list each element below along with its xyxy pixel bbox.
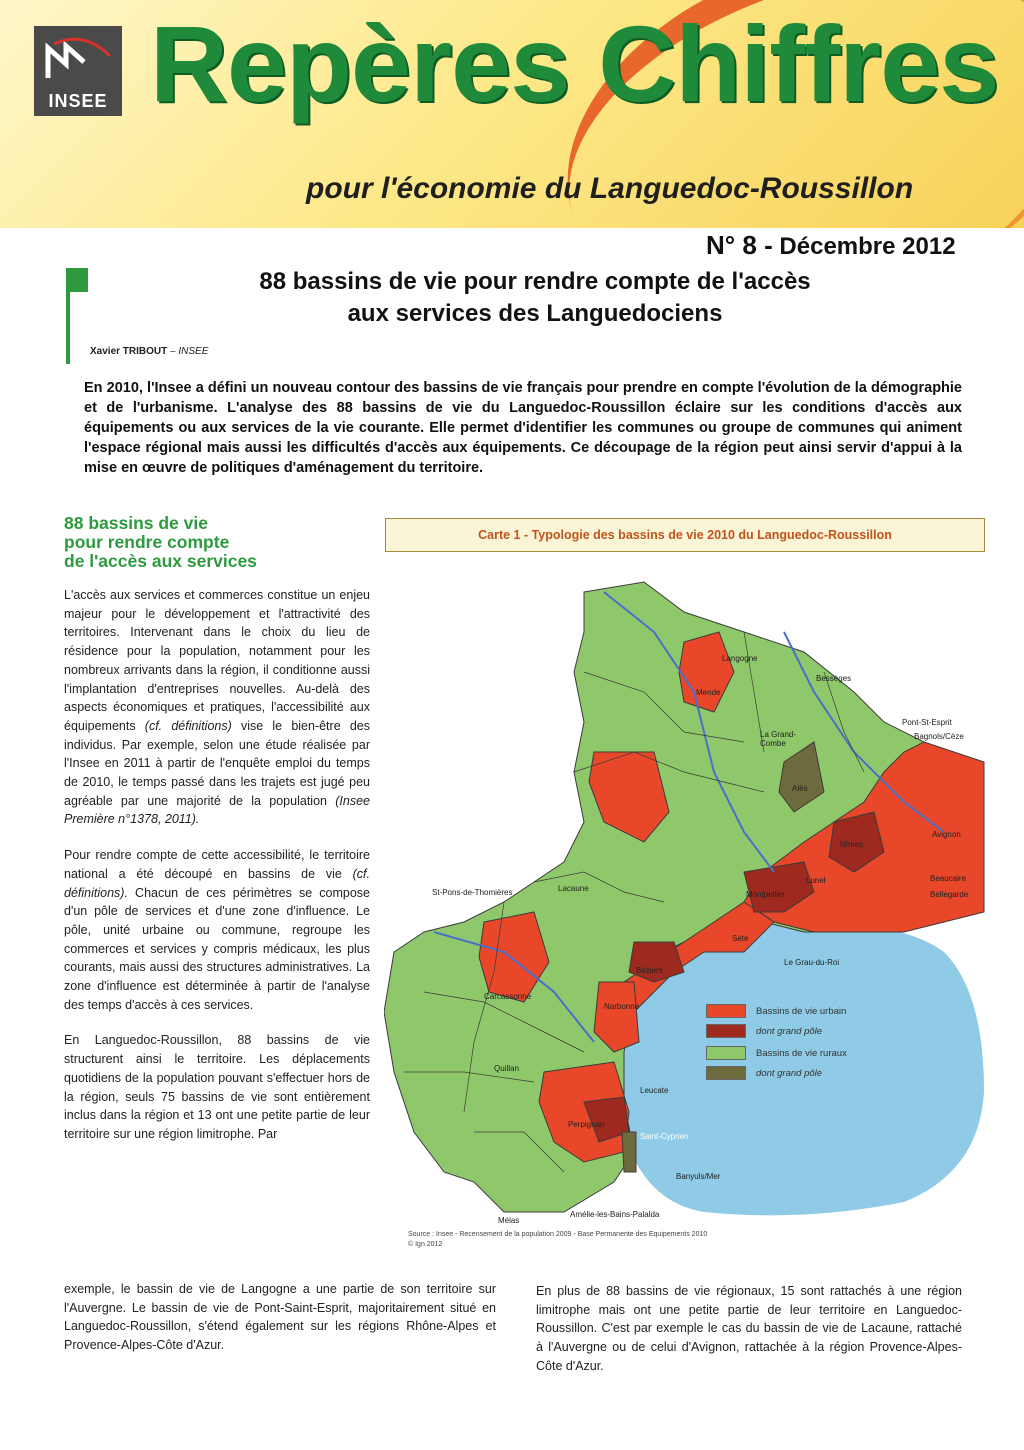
paragraph-2-text-b: Chacun de ces périmètres se compose d'un pôle de services et d'une zone d'influence. Le pôle, unité urbaine ou commune, regroupe les commerces et services y compris médicaux, les plus courants, mais aussi des structures administratives. La zone d'influence est déterminée à partir de l'analyse des temps d'accès à ces services. bbox=[64, 885, 370, 1012]
insee-premiere-citation: (Insee Première n°1378, 2011). bbox=[64, 793, 370, 827]
town-label: Bagnols/Cèze bbox=[914, 732, 964, 741]
town-label: Béziers bbox=[636, 966, 663, 975]
town-label: Mélas bbox=[498, 1216, 520, 1225]
legend-label: Bassins de vie urbain bbox=[756, 1005, 847, 1017]
section-heading-line-3: de l'accès aux services bbox=[64, 551, 257, 571]
legend-label: Bassins de vie ruraux bbox=[756, 1047, 847, 1059]
town-label: Langogne bbox=[722, 654, 758, 663]
logo-text: INSEE bbox=[48, 91, 108, 111]
town-label: St-Pons-de-Thomières bbox=[432, 888, 513, 897]
town-label: Lacaune bbox=[558, 884, 589, 893]
town-label: Amélie-les-Bains-Palalda bbox=[570, 1210, 660, 1219]
town-label: Alès bbox=[792, 784, 808, 793]
saint-cyprien-pole bbox=[622, 1132, 636, 1172]
headline-line-2: aux services des Languedociens bbox=[347, 300, 723, 327]
town-label: Bessèges bbox=[816, 674, 852, 683]
issue-line bbox=[706, 230, 956, 261]
town-label: Sète bbox=[732, 934, 749, 943]
legend-item-urban bbox=[706, 1004, 846, 1018]
paragraph-1-text-a: L'accès aux services et commerces constitue un enjeu majeur pour le développement et l'attractivité des territoires. Intervenant dans le choix du lieu de résidence pour la population, notamment pour les nombreux arrivants dans la région, il conditionne aussi l'implantation d'entreprises nouvelles. Au-delà des aspects économiques et pratiques, l'accessibilité aux équipements bbox=[64, 588, 370, 733]
town-label: Leucate bbox=[640, 1086, 669, 1095]
paragraph-3-start: En Languedoc-Roussillon, 88 bassins de vie structurent ainsi le territoire. Les déplacements quotidiens de la population pouvant s'effectuer hors de la région, seuls 75 bassins de vie sont entièrement inclus dans la région et 13 ont une petite partie de leur territoire sur une région limitrophe. Par bbox=[64, 1033, 370, 1141]
legend-item-urban-pole bbox=[706, 1024, 822, 1038]
town-label: Banyuls/Mer bbox=[676, 1172, 721, 1181]
legend-swatch bbox=[706, 1046, 746, 1060]
legend-label: dont grand pôle bbox=[756, 1067, 823, 1079]
region-map bbox=[384, 572, 988, 1222]
legend-item-rural-pole bbox=[706, 1066, 822, 1080]
town-label: Carcassonne bbox=[484, 992, 532, 1001]
town-label: Quillan bbox=[494, 1064, 519, 1073]
left-column bbox=[64, 586, 370, 1161]
legend-label: dont grand pôle bbox=[756, 1025, 823, 1037]
legend-swatch bbox=[706, 1004, 746, 1018]
issue-number: N° 8 - bbox=[706, 230, 773, 260]
town-label: Narbonne bbox=[604, 1002, 640, 1011]
issue-date: Décembre 2012 bbox=[779, 233, 956, 260]
town-label: Beaucaire bbox=[930, 874, 967, 883]
town-label: Bellegarde bbox=[930, 890, 969, 899]
publication-subtitle: pour l'économie du Languedoc-Roussillon bbox=[306, 172, 914, 205]
paragraph-2-text-a: Pour rendre compte de cette accessibilité, le territoire national a été découpé en bassins de vie bbox=[64, 848, 370, 881]
town-label: Montpellier bbox=[746, 890, 786, 899]
map-title: Carte 1 - Typologie des bassins de vie 2010 du Languedoc-Roussillon bbox=[385, 518, 985, 552]
author-line bbox=[90, 346, 208, 357]
legend-swatch bbox=[706, 1066, 746, 1080]
author-org: – INSEE bbox=[170, 346, 209, 357]
paragraph-1-text-b: vise le bien-être des individus. Par exemple, selon une étude réalisée par l'Insee en 2011 à partir de l'enquête emploi du temps de 2010, le temps passé dans les trajets est jugé peu agréable par une majorité de la population bbox=[64, 718, 370, 808]
masthead-banner bbox=[0, 0, 1024, 228]
town-label: Perpignan bbox=[568, 1120, 605, 1129]
lead-paragraph: En 2010, l'Insee a défini un nouveau contour des bassins de vie français pour prendre en compte l'évolution de la démographie et de l'urbanisme. L'analyse des 88 bassins de vie du Languedoc-Roussillon éclaire sur les conditions d'accès aux équipements ou aux services de la vie courante. Elle permet d'identifier les communes ou groupe de communes qui animent l'espace régional mais aussi les difficultés d'accès aux équipements. Ce découpage de la région peut ainsi servir d'appui à la mise en œuvre de politiques d'aménagement du territoire. bbox=[84, 380, 962, 476]
author-name: Xavier TRIBOUT bbox=[90, 346, 168, 357]
map-source-line-1: Source : Insee - Recensement de la population 2009 - Base Permanente des Equipements 2010 bbox=[408, 1231, 708, 1238]
town-label: Avignon bbox=[932, 830, 961, 839]
headline-accent-flag bbox=[66, 268, 88, 292]
town-label: Nîmes bbox=[840, 840, 864, 849]
insee-logo bbox=[34, 26, 122, 116]
town-label: Le Grau-du-Roi bbox=[784, 958, 840, 967]
insee-logo-mark-icon bbox=[44, 34, 112, 84]
section-heading bbox=[64, 514, 364, 571]
headline-line-1: 88 bassins de vie pour rendre compte de l'accès bbox=[259, 268, 811, 295]
definitions-reference: (cf. définitions). bbox=[64, 866, 370, 900]
map-source-line-2: © Ign 2012 bbox=[408, 1241, 443, 1248]
paragraph-2 bbox=[64, 846, 370, 1014]
town-label: Lunel bbox=[806, 876, 826, 885]
town-label: Pont-St-Esprit bbox=[902, 718, 952, 727]
town-label: La Grand-Combe bbox=[760, 730, 797, 748]
section-heading-line-2: pour rendre compte bbox=[64, 532, 230, 552]
paragraph-4: En plus de 88 bassins de vie régionaux, 15 sont rattachés à une région limitrophe mais ont une petite partie de leur territoire en Languedoc-Roussillon. C'est par exemple le cas du bassin de vie de Lacaune, rattaché à l'Auvergne ou de celui d'Avignon, rattachée à la région Provence-Alpes-Côte d'Azur. bbox=[536, 1284, 962, 1373]
paragraph-1 bbox=[64, 586, 370, 829]
legend-item-rural bbox=[706, 1046, 847, 1060]
map-source bbox=[408, 1230, 868, 1250]
map-figure bbox=[384, 572, 988, 1225]
town-label: Mende bbox=[696, 688, 721, 697]
section-heading-line-1: 88 bassins de vie bbox=[64, 513, 208, 533]
paragraph-3-continuation: exemple, le bassin de vie de Langogne a une partie de son territoire sur l'Auvergne. Le bassin de vie de Pont-Saint-Esprit, majoritairement situé en Languedoc-Roussillon, s'étend également sur les régions Rhône-Alpes et Provence-Alpes-Côte d'Azur. bbox=[64, 1282, 496, 1353]
article-headline bbox=[150, 266, 920, 330]
definitions-reference: (cf. définitions) bbox=[144, 718, 232, 733]
publication-title: Repères Chiffres bbox=[150, 3, 999, 124]
legend-swatch bbox=[706, 1024, 746, 1038]
town-label: Saint-Cyprien bbox=[640, 1132, 689, 1141]
